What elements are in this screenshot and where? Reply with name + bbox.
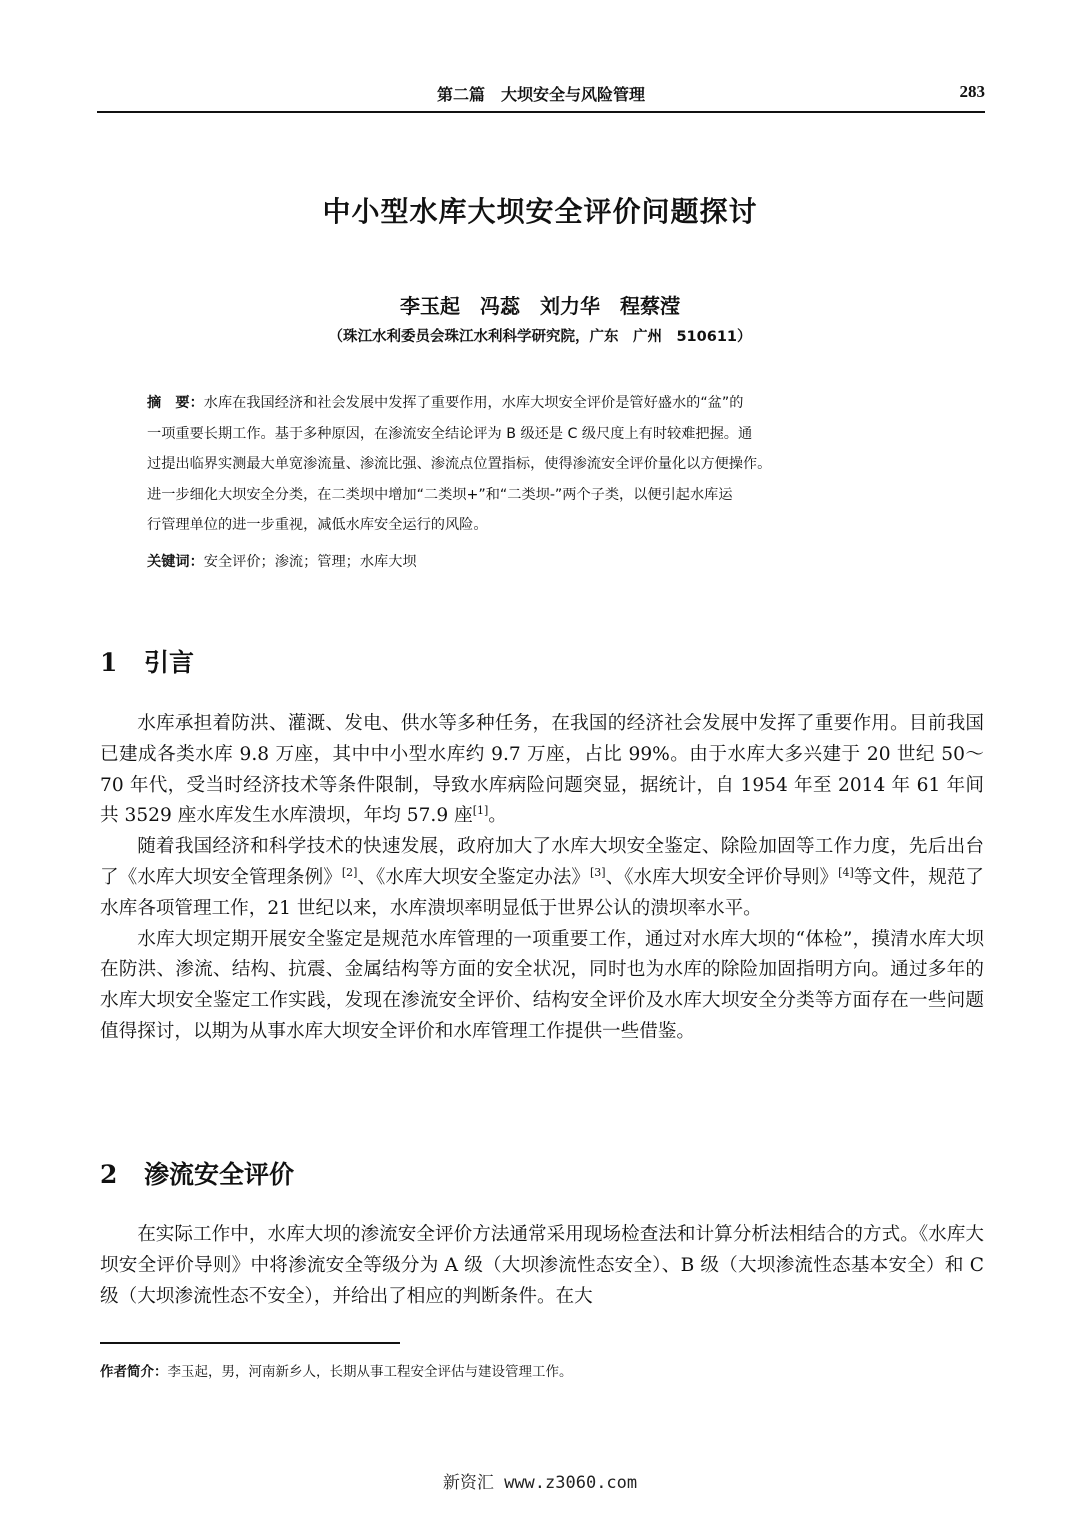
footnote-label: 作者简介： (100, 1364, 168, 1380)
abstract-line: 一项重要长期工作。基于多种原因，在渗流安全结论评为 B 级还是 C 级尺度上有时较难把握。通 (147, 425, 753, 442)
affiliation: （珠江水利委员会珠江水利科学研究院，广东 广州 510611） (328, 329, 752, 345)
paragraph: 水库承担着防洪、灌溉、发电、供水等多种任务，在我国的经济社会发展中发挥了重要作用。目前我国已建成各类水库 9.8 万座，其中中小型水库约 9.7 万座，占比 99%。由于水库大多兴建于 20 世纪 50～70 年代，受当时经济技术等条件限制，导致水库病险问题突显，据统计，自 1954 年至 2014 年 61 年间共 3529 座水库发生水库溃坝，年均 57.9 座[1]。 (100, 713, 984, 827)
section-heading-seepage (100, 1155, 294, 1191)
section-2-body (100, 1220, 984, 1312)
section-1-body (100, 709, 984, 1048)
author-footnote (100, 1360, 573, 1380)
abstract (147, 388, 937, 541)
watermark: 新资汇 www.z3060.com (442, 1473, 638, 1493)
paragraph: 在实际工作中，水库大坝的渗流安全评价方法通常采用现场检查法和计算分析法相结合的方式。《水库大坝安全评价导则》中将渗流安全等级分为 A 级（大坝渗流性态安全）、B 级（大坝渗流性态基本安全）和 C 级（大坝渗流性态不安全），并给出了相应的判断条件。在大 (100, 1224, 984, 1307)
citation: [2] (341, 865, 358, 879)
section-title: 渗流安全评价 (144, 1160, 295, 1189)
keywords-label: 关键词： (147, 554, 204, 570)
running-title: 第二篇 大坝安全与风险管理 (436, 85, 645, 104)
footnote-rule (100, 1342, 400, 1344)
citation: [1] (472, 804, 489, 818)
page-number: 283 (959, 82, 985, 101)
citation: [4] (838, 865, 854, 879)
section-number: 1 (100, 648, 118, 677)
section-number: 2 (100, 1160, 118, 1189)
header-rule (97, 111, 985, 113)
running-header (97, 82, 985, 112)
paper-title: 中小型水库大坝安全评价问题探讨 (322, 195, 758, 228)
section-heading-introduction (100, 643, 194, 679)
abstract-label: 摘 要： (147, 395, 204, 411)
footnote-text: 李玉起，男，河南新乡人，长期从事工程安全评估与建设管理工作。 (167, 1364, 573, 1380)
paragraph: 随着我国经济和科学技术的快速发展，政府加大了水库大坝安全鉴定、除险加固等工作力度，先后出台了《水库大坝安全管理条例》[2]、《水库大坝安全鉴定办法》[3]、《水库大坝安全评价导则》[4]等文件，规范了水库各项管理工作，21 世纪以来，水库溃坝率明显低于世界公认的溃坝率水平。 (100, 836, 984, 919)
abstract-line: 行管理单位的进一步重视，减低水库安全运行的风险。 (147, 517, 488, 533)
keywords (147, 548, 937, 576)
abstract-line: 过提出临界实测最大单宽渗流量、渗流比强、渗流点位置指标，使得渗流安全评价量化以方便操作。 (147, 456, 772, 472)
paragraph: 水库大坝定期开展安全鉴定是规范水库管理的一项重要工作，通过对水库大坝的“体检”，摸清水库大坝在防洪、渗流、结构、抗震、金属结构等方面的安全状况，同时也为水库的除险加固指明方向。通过多年的水库大坝安全鉴定工作实践，发现在渗流安全评价、结构安全评价及水库大坝安全分类等方面存在一些问题值得探讨，以期为从事水库大坝安全评价和水库管理工作提供一些借鉴。 (100, 928, 984, 1042)
keywords-text: 安全评价；渗流；管理；水库大坝 (203, 554, 417, 570)
abstract-line: 摘 要：水库在我国经济和社会发展中发挥了重要作用，水库大坝安全评价是管好盛水的“盆”的 (147, 395, 744, 411)
abstract-line: 进一步细化大坝安全分类，在二类坝中增加“二类坝+”和“二类坝-”两个子类，以便引起水库运 (147, 486, 733, 503)
section-title: 引言 (144, 648, 195, 677)
citation: [3] (590, 865, 606, 879)
authors: 李玉起 冯蕊 刘力华 程蔡滢 (400, 294, 680, 318)
